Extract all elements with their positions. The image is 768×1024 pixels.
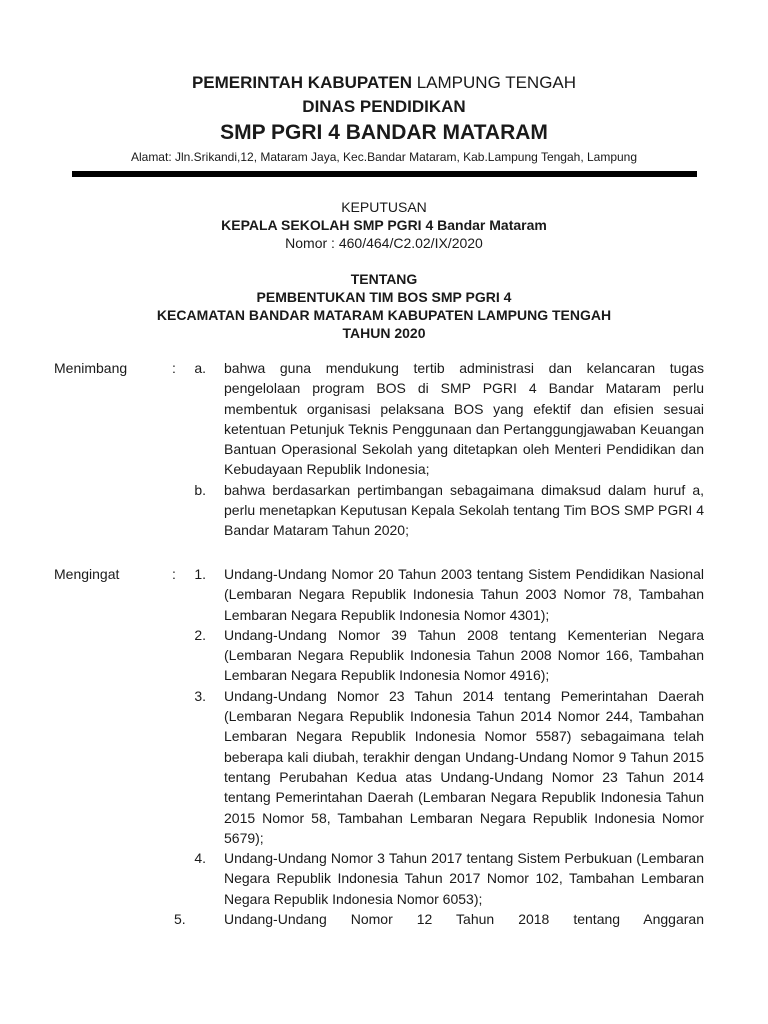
menimbang-item-text: bahwa berdasarkan pertimbangan sebagaimana dimaksud dalam huruf a, perlu menetapkan Keputusan Kepala Sekolah tentang Tim BOS SMP PGRI 4 Bandar Mataram Tahun 2020; (224, 481, 704, 539)
mengingat-item-text: Undang-Undang Nomor 12 Tahun 2018 tentang Anggaran (224, 911, 704, 928)
header-divider (72, 171, 697, 177)
decision-subject-1: PEMBENTUKAN TIM BOS SMP PGRI 4 (256, 289, 512, 305)
menimbang-item (54, 480, 704, 541)
decision-about: TENTANG (350, 271, 418, 287)
header-government-rest: LAMPUNG TENGAH (412, 73, 577, 92)
decision-number: Nomor : 460/464/C2.02/IX/2020 (285, 235, 483, 251)
decision-title-block (0, 198, 768, 252)
mengingat-item-number: 1. (194, 566, 206, 582)
mengingat-item (54, 909, 704, 929)
mengingat-label: Mengingat (54, 566, 120, 582)
mengingat-item-number: 5. (174, 911, 186, 928)
menimbang-colon: : (172, 360, 176, 376)
decision-subject-block (0, 270, 768, 342)
mengingat-item (54, 625, 704, 686)
decision-subject-2: KECAMATAN BANDAR MATARAM KABUPATEN LAMPUNG TENGAH (156, 307, 612, 323)
header-school-name: SMP PGRI 4 BANDAR MATARAM (220, 121, 548, 144)
mengingat-item (54, 848, 704, 909)
mengingat-item-text: Undang-Undang Nomor 3 Tahun 2017 tentang Sistem Perbukuan (Lembaran Negara Republik Indonesia Tahun 2017 Nomor 102, Tambahan Lembaran Negara Republik Indonesia Nomor 6053); (224, 850, 704, 907)
menimbang-item-number: a. (194, 360, 206, 376)
mengingat-item (54, 564, 704, 625)
header-government (0, 72, 768, 94)
menimbang-item (54, 358, 704, 480)
decision-type: KEPUTUSAN (341, 199, 427, 215)
menimbang-label: Menimbang (54, 360, 128, 376)
mengingat-item-number: 2. (194, 626, 206, 643)
mengingat-item-text: Undang-Undang Nomor 23 Tahun 2014 tentang Pemerintahan Daerah (Lembaran Negara Republik Indonesia Tahun 2014 Nomor 244, Tambahan Lembaran Negara Republik Indonesia Nomor 5587) sebagaimana telah beberapa kali diubah, terakhir dengan Undang-Undang Nomor 9 Tahun 2015 tentang Perubahan Kedua atas Undang-Undang Nomor 23 Tahun 2014 tentang Pemerintahan Daerah (Lembaran Negara Republik Indonesia Tahun 2015 Nomor 58, Tambahan Lembaran Negara Republik Indonesia Nomor 5679); (224, 687, 704, 846)
mengingat-item-text: Undang-Undang Nomor 20 Tahun 2003 tentang Sistem Pendidikan Nasional (Lembaran Negara Republik Indonesia Tahun 2003 Nomor 78, Tambahan Lembaran Negara Republik Indonesia Nomor 4301); (224, 566, 704, 623)
header-government-bold: PEMERINTAH KABUPATEN (191, 73, 412, 92)
mengingat-section (54, 564, 704, 929)
menimbang-item-number: b. (194, 481, 206, 498)
menimbang-section (54, 358, 704, 541)
mengingat-item-number: 4. (194, 850, 206, 867)
menimbang-item-text: bahwa guna mendukung tertib administrasi dan kelancaran tugas pengelolaan program BOS di SMP PGRI 4 Bandar Mataram perlu membentuk organisasi pelaksana BOS yang efektif dan efisien sesuai ketentuan Petunjuk Teknis Penggunaan dan Pertanggungjawaban Keuangan Bantuan Operasional Sekolah yang ditetapkan oleh Menteri Pendidikan dan Kebudayaan Republik Indonesia; (224, 360, 704, 478)
mengingat-item-text: Undang-Undang Nomor 39 Tahun 2008 tentang Kementerian Negara (Lembaran Negara Republik Indonesia Tahun 2008 Nomor 166, Tambahan Lembaran Negara Republik Indonesia Nomor 4916); (224, 626, 704, 684)
header-department: DINAS PENDIDIKAN (302, 97, 466, 116)
mengingat-item (54, 686, 704, 848)
decision-subject-3: TAHUN 2020 (342, 325, 426, 341)
header-address: Alamat: Jln.Srikandi,12, Mataram Jaya, Kec.Bandar Mataram, Kab.Lampung Tengah, Lampung (130, 150, 638, 164)
decision-issuer: KEPALA SEKOLAH SMP PGRI 4 Bandar Mataram (221, 217, 547, 233)
mengingat-colon: : (172, 566, 176, 582)
mengingat-item-number: 3. (194, 687, 206, 704)
